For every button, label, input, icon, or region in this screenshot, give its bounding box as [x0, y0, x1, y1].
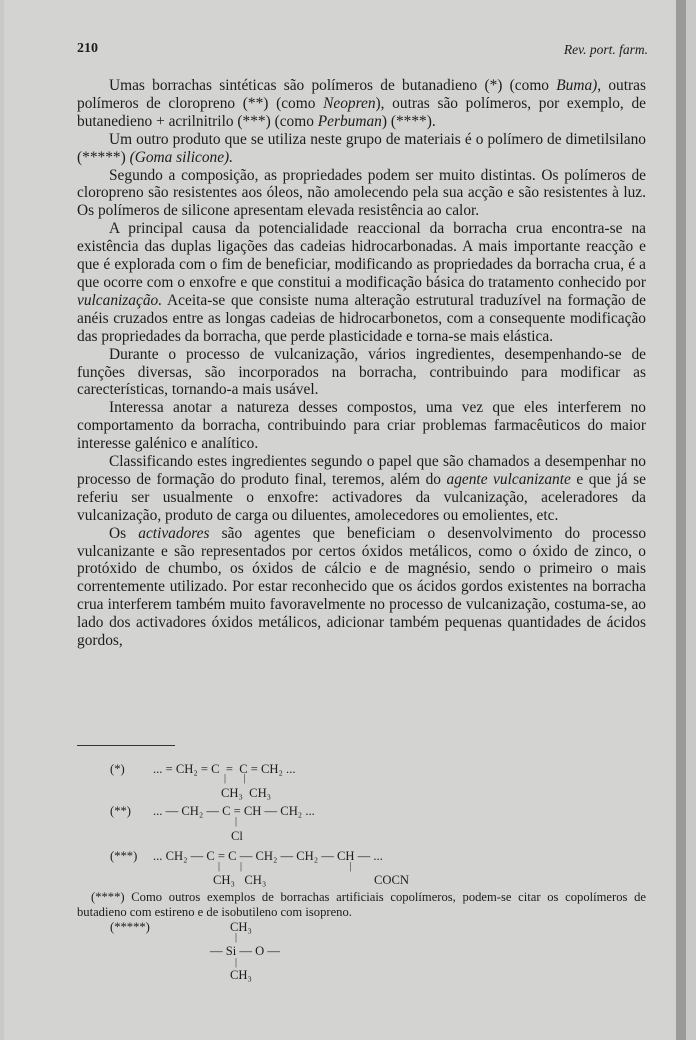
- footnote-3-tag: (***): [110, 849, 138, 863]
- bond-line: | |: [224, 773, 246, 784]
- footnote-1-tag: (*): [110, 762, 125, 776]
- emphasis-text: vulcanização.: [77, 291, 163, 309]
- footnote-rule: [77, 745, 175, 746]
- emphasis-text: Perbuman: [317, 112, 382, 130]
- emphasis-text: activadores: [138, 524, 210, 542]
- emphasis-text: agente vulcanizante: [446, 470, 571, 488]
- bond-line: |: [235, 932, 238, 943]
- footnote-5-methyl-bottom: CH₃: [230, 968, 252, 982]
- footnote-2-formula: ... — CH₂ — C = CH — CH₂ ...: [153, 804, 315, 818]
- paragraph-text: e que já se referiu ser usualmente o enxofre: activadores da vulcanização, aceleradores da vulcanização, produto de carga ou diluentes, amolecedores ou emolientes, etc.: [77, 470, 646, 524]
- footnote-5-methyl-top: CH₃: [230, 920, 252, 934]
- footnote-5-formula: — Si — O —: [210, 944, 280, 958]
- footnote-1-substituents: CH₃ CH₃: [221, 786, 272, 800]
- footnote-3-substituents: CH₃ CH₃: [213, 873, 267, 887]
- paragraph-text: Segundo a composição, as propriedades podem ser muito distintas. Os polímeros de cloropreno são resistentes aos óleos, não amolecendo pela sua acção e são resistentes à luz. Os polímeros de silicone apresentam elevada resistência ao calor.: [77, 166, 646, 220]
- paragraph-text: Classificando estes ingredientes segundo o papel que são chamados a desempenhar no processo de formação do produto final, teremos, além do: [77, 453, 646, 488]
- paragraph: [77, 399, 646, 453]
- footnote-2-tag: (**): [110, 804, 131, 818]
- paragraph: [77, 77, 646, 131]
- footnote-2-substituent: Cl: [231, 829, 243, 843]
- page-number: 210: [77, 41, 98, 56]
- footnote-3-nitrile: COCN: [374, 873, 409, 887]
- paragraph-text: ) (****).: [381, 112, 436, 130]
- body-text: [77, 77, 646, 650]
- paragraph-text: A principal causa da potencialidade reaccional da borracha crua encontra-se na existência das duplas ligações das cadeias hidrocarbonadas. A mais importante reacção e que é explorada com o fim de beneficiar, modificando as propriedades da borracha crua, é a que ocorre com o enxofre e que constitui a modificação básica do tratamento conhecido por: [77, 220, 646, 291]
- paragraph: [77, 131, 646, 167]
- paragraph-text: Um outro produto que se utiliza neste grupo de materiais é o polímero de dimetilsilano (*****): [77, 130, 646, 166]
- footnote-5-tag: (*****): [110, 920, 150, 934]
- bond-line: |: [235, 816, 238, 827]
- paragraph: [77, 525, 646, 650]
- paragraph-text: Umas borrachas sintéticas são polímeros de butanadieno (*) (como: [109, 77, 557, 94]
- emphasis-text: Buma),: [556, 77, 602, 94]
- bond-line: | | |: [218, 861, 352, 872]
- paragraph: [77, 167, 646, 221]
- paragraph-text: Aceita-se que consiste numa alteração estrutural traduzível na formação de anéis cruzados entre as longas cadeias de hidrocarbonetos, com a consequente modificação das propriedades da borracha, que perde plasticidade e torna-se mais elástica.: [77, 291, 646, 345]
- footnote-4: (****) Como outros exemplos de borrachas artificiais copolímeros, podem-se citar os copolímeros de butadieno com estireno e de isobutileno com isopreno.: [77, 890, 646, 919]
- paragraph: [77, 453, 646, 525]
- bond-line: |: [235, 957, 238, 968]
- paragraph: [77, 346, 646, 400]
- paragraph-text: outras polímeros de cloropreno (**) (como: [77, 77, 646, 112]
- paragraph-text: são agentes que beneficiam o desenvolvimento do processo vulcanizante e são representados por certos óxidos metálicos, como o óxido de zinco, o protóxido de chumbo, os óxidos de cálcio e de magnésio, sendo o primeiro o mais correntemente utilizado. Por estar reconhecido que os ácidos gordos existentes na borracha crua interferem também muito favoravelmente no processo de vulcanização, costuma-se, ao lado dos activadores óxidos metálicos, adicionar também pequenas quantidades de ácidos gordos,: [77, 524, 647, 650]
- paragraph-text: Durante o processo de vulcanização, vários ingredientes, desempenhando-se de funções diversas, são incorporados na borracha, contribuindo para modificar as carecterísticas, tornando-a mais usável.: [77, 345, 646, 399]
- emphasis-text: Neopren: [323, 94, 376, 112]
- journal-page: [4, 0, 686, 1040]
- emphasis-text: (Goma silicone).: [129, 148, 234, 166]
- footnote-3-formula: ... CH₂ — C = C — CH₂ — CH₂ — CH — ...: [153, 849, 383, 863]
- paragraph-text: Os: [109, 524, 139, 542]
- journal-title: Rev. port. farm.: [563, 42, 648, 57]
- paragraph-text: Interessa anotar a natureza desses compostos, uma vez que eles interferem no comportamento da borracha, contribuindo para criar problemas farmacêuticos do maior interesse galénico e analítico.: [77, 399, 646, 453]
- footnote-1-formula: ... = CH₂ = C = C = CH₂ ...: [153, 762, 296, 776]
- paragraph-text: ), outras são polímeros, por exemplo, de butanedieno + acrilnitrilo (***) (como: [77, 94, 646, 130]
- paragraph: [77, 220, 646, 345]
